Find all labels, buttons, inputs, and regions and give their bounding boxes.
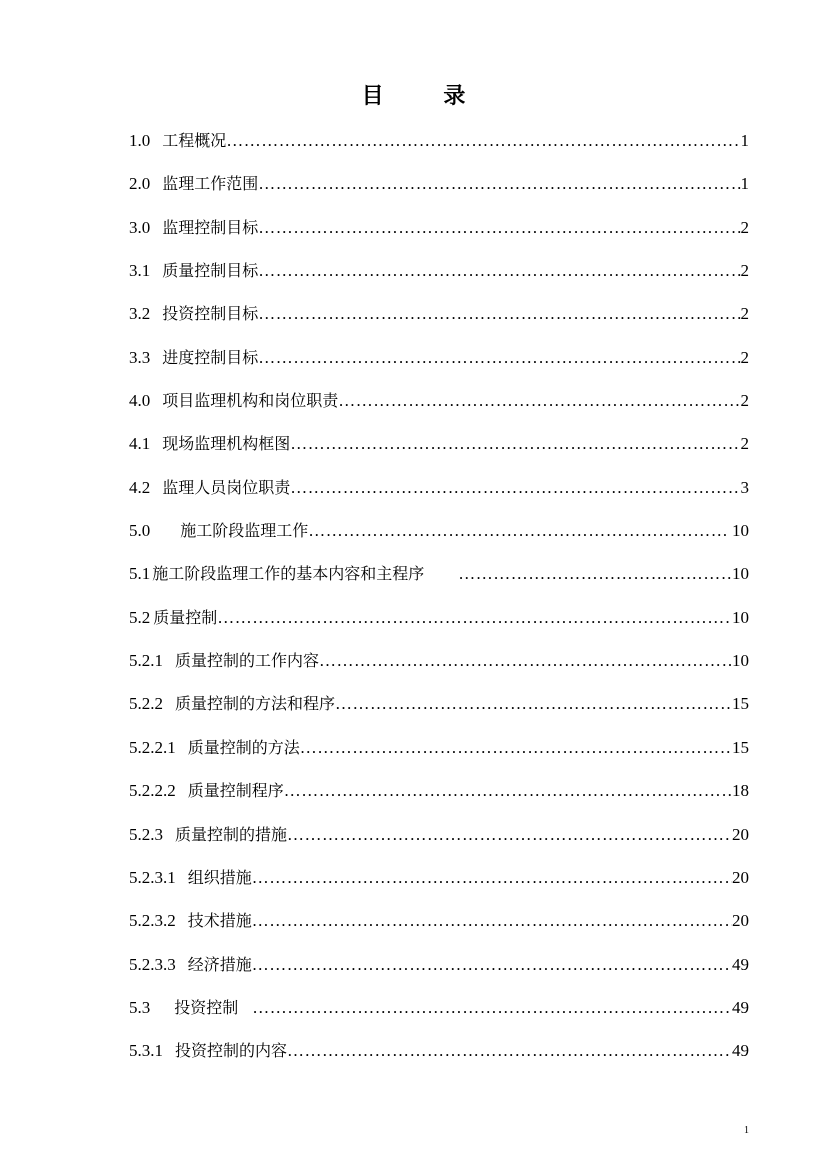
toc-entry-title: 组织措施 — [187, 867, 252, 887]
toc-entry-number: 4.0 — [129, 391, 151, 411]
toc-entry-title: 投资控制 — [174, 997, 239, 1017]
toc-entry-4-1[interactable] — [129, 429, 749, 472]
toc-entry-number: 3.2 — [129, 304, 151, 324]
toc-entry-5-0[interactable] — [129, 516, 749, 559]
toc-entry-title: 监理控制目标 — [162, 217, 259, 237]
toc-entry-1-0[interactable] — [129, 126, 749, 169]
dot-leader — [338, 386, 740, 416]
toc-entry-5-2[interactable] — [129, 603, 749, 646]
dot-leader — [252, 906, 732, 936]
toc-entry-title: 投资控制的内容 — [175, 1041, 288, 1061]
toc-entry-number: 5.2.3.1 — [129, 867, 176, 887]
dot-leader — [258, 343, 740, 373]
toc-entry-page: 10 — [732, 564, 749, 584]
toc-entry-title: 项目监理机构和岗位职责 — [162, 391, 339, 411]
toc-entry-number: 5.2.3.2 — [129, 911, 176, 931]
toc-entry-title: 质量控制程序 — [187, 781, 284, 801]
toc-entry-page: 10 — [732, 521, 749, 541]
toc-entry-title: 现场监理机构框图 — [162, 434, 291, 454]
toc-entry-title: 质量控制目标 — [162, 261, 259, 281]
toc-entry-number: 5.1 — [129, 564, 151, 584]
dot-leader — [258, 256, 740, 286]
dot-leader — [258, 213, 740, 243]
toc-entry-page: 2 — [740, 347, 749, 367]
toc-entry-3-3[interactable] — [129, 343, 749, 386]
dot-leader — [308, 516, 726, 546]
toc-entry-page: 2 — [740, 217, 749, 237]
toc-entry-4-2[interactable] — [129, 473, 749, 516]
toc-entry-5-2-3-2[interactable] — [129, 906, 749, 949]
page-number: 1 — [744, 1125, 749, 1136]
dot-leader — [458, 559, 732, 589]
toc-entry-5-2-3-3[interactable] — [129, 950, 749, 993]
toc-entry-number: 5.2.3.3 — [129, 954, 176, 974]
toc-list — [129, 126, 749, 1080]
toc-entry-page: 10 — [732, 607, 749, 627]
toc-entry-page: 18 — [732, 781, 749, 801]
dot-leader — [287, 1036, 732, 1066]
toc-entry-page: 15 — [732, 737, 749, 757]
toc-entry-5-1[interactable] — [129, 559, 749, 602]
toc-entry-3-1[interactable] — [129, 256, 749, 299]
toc-entry-number: 3.0 — [129, 217, 151, 237]
dot-leader — [252, 950, 732, 980]
toc-entry-5-3[interactable] — [129, 993, 749, 1036]
dot-leader — [300, 733, 732, 763]
toc-entry-title: 监理人员岗位职责 — [162, 477, 291, 497]
toc-entry-page: 3 — [740, 477, 749, 497]
toc-entry-title: 施工阶段监理工作 — [180, 521, 309, 541]
toc-entry-5-2-2-1[interactable] — [129, 733, 749, 776]
toc-entry-title: 监理工作范围 — [162, 174, 259, 194]
toc-entry-page: 10 — [732, 651, 749, 671]
toc-entry-title: 施工阶段监理工作的基本内容和主程序 — [152, 564, 425, 584]
toc-entry-title: 技术措施 — [187, 911, 252, 931]
dot-leader — [287, 820, 732, 850]
toc-entry-title: 质量控制的方法和程序 — [175, 694, 336, 714]
dot-leader — [258, 299, 740, 329]
toc-entry-3-0[interactable] — [129, 213, 749, 256]
dot-leader — [284, 776, 732, 806]
dot-leader — [335, 689, 732, 719]
toc-entry-page: 2 — [740, 391, 749, 411]
toc-entry-page: 2 — [740, 261, 749, 281]
dot-leader — [258, 169, 740, 199]
toc-entry-5-2-3-1[interactable] — [129, 863, 749, 906]
toc-entry-page: 2 — [740, 304, 749, 324]
toc-entry-number: 5.0 — [129, 521, 151, 541]
toc-entry-title: 质量控制 — [153, 607, 218, 627]
toc-entry-page: 49 — [732, 997, 749, 1017]
dot-leader — [319, 646, 732, 676]
toc-entry-title: 工程概况 — [162, 131, 227, 150]
toc-entry-5-2-3[interactable] — [129, 820, 749, 863]
toc-entry-page: 1 — [740, 174, 749, 194]
toc-entry-page: 20 — [732, 867, 749, 887]
toc-entry-title: 质量控制的方法 — [187, 737, 300, 757]
toc-entry-number: 4.1 — [129, 434, 151, 454]
toc-entry-5-3-1[interactable] — [129, 1036, 749, 1079]
toc-entry-2-0[interactable] — [129, 169, 749, 212]
toc-entry-number: 5.2.1 — [129, 651, 163, 671]
toc-entry-5-2-2[interactable] — [129, 689, 749, 732]
toc-entry-page: 20 — [732, 911, 749, 931]
toc-entry-number: 5.2.3 — [129, 824, 163, 844]
toc-entry-title: 质量控制的工作内容 — [175, 651, 320, 671]
toc-entry-number: 3.1 — [129, 261, 151, 281]
dot-leader — [290, 473, 740, 503]
toc-entry-number: 4.2 — [129, 477, 151, 497]
toc-entry-number: 5.3 — [129, 997, 151, 1017]
toc-entry-page: 1 — [740, 131, 749, 150]
toc-entry-page: 15 — [732, 694, 749, 714]
dot-leader — [252, 863, 732, 893]
toc-title: 目 录 — [361, 84, 492, 109]
dot-leader — [290, 429, 740, 459]
toc-entry-3-2[interactable] — [129, 299, 749, 342]
toc-entry-page: 2 — [740, 434, 749, 454]
toc-entry-number: 5.2.2.2 — [129, 781, 176, 801]
toc-entry-title: 进度控制目标 — [162, 347, 259, 367]
toc-entry-number: 1.0 — [129, 131, 151, 150]
dot-leader — [217, 603, 732, 633]
toc-entry-5-2-2-2[interactable] — [129, 776, 749, 819]
toc-entry-number: 5.3.1 — [129, 1041, 163, 1061]
toc-entry-page: 49 — [732, 954, 749, 974]
toc-entry-number: 5.2 — [129, 607, 151, 627]
toc-entry-title: 投资控制目标 — [162, 304, 259, 324]
toc-entry-4-0[interactable] — [129, 386, 749, 429]
toc-entry-number: 5.2.2.1 — [129, 737, 176, 757]
toc-entry-5-2-1[interactable] — [129, 646, 749, 689]
toc-entry-number: 5.2.2 — [129, 694, 163, 714]
toc-entry-number: 2.0 — [129, 174, 151, 194]
toc-entry-title: 质量控制的措施 — [175, 824, 288, 844]
dot-leader — [226, 126, 740, 156]
toc-entry-number: 3.3 — [129, 347, 151, 367]
toc-entry-title: 经济措施 — [187, 954, 252, 974]
toc-entry-page: 20 — [732, 824, 749, 844]
dot-leader — [252, 993, 732, 1023]
toc-entry-page: 49 — [732, 1041, 749, 1061]
